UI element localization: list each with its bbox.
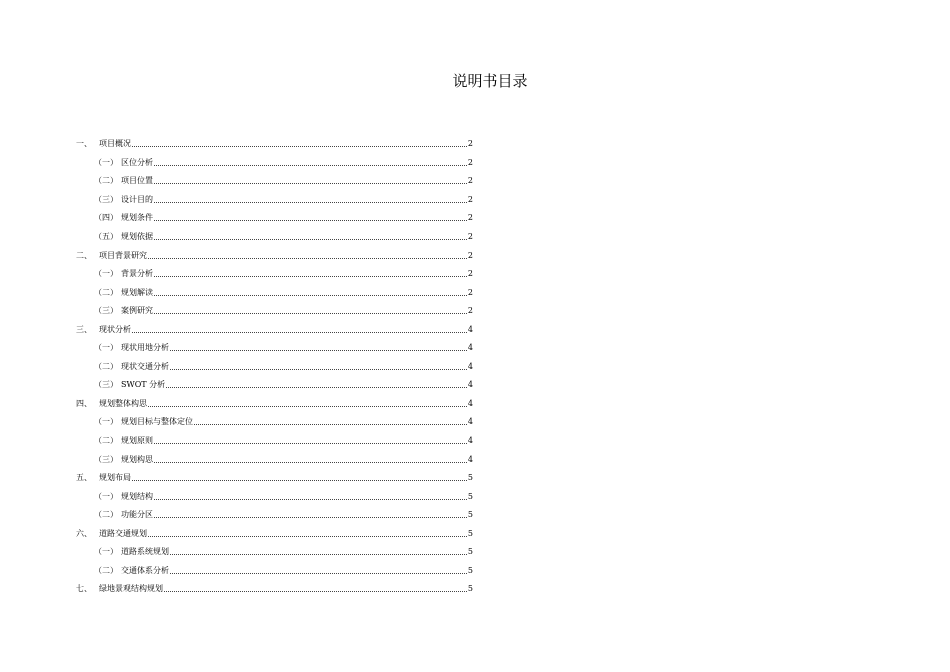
toc-entry-title: 规划整体构思 (99, 398, 147, 408)
toc-entry-number: 五、 (76, 473, 92, 483)
toc-page-number: 5 (467, 491, 473, 501)
toc-chapter-entry[interactable] (76, 580, 473, 599)
toc-dot-leader (194, 424, 467, 425)
toc-page-number: 5 (467, 510, 473, 520)
toc-entry-title: 规划结构 (121, 491, 153, 501)
toc-dot-leader (148, 258, 467, 259)
toc-entry-number: （四） (94, 213, 118, 223)
toc-entry-title: 规划目标与整体定位 (121, 417, 193, 427)
toc-dot-leader (132, 480, 467, 481)
toc-section-entry[interactable] (76, 228, 473, 247)
toc-page-number: 4 (467, 380, 473, 390)
toc-page-number: 4 (467, 417, 473, 427)
toc-section-entry[interactable] (76, 413, 473, 432)
toc-dot-leader (148, 406, 467, 407)
toc-entry-title: 项目背景研究 (99, 250, 147, 260)
toc-entry-number: （一） (94, 547, 118, 557)
toc-dot-leader (154, 165, 467, 166)
toc-entry-title: 交通体系分析 (121, 565, 169, 575)
toc-chapter-entry[interactable] (76, 524, 473, 543)
toc-page-number: 5 (467, 473, 473, 483)
toc-dot-leader (132, 146, 467, 147)
toc-entry-title: 现状分析 (99, 324, 131, 334)
toc-page-number: 2 (467, 250, 473, 260)
toc-page-number: 2 (467, 269, 473, 279)
toc-dot-leader (154, 183, 467, 184)
toc-entry-number: （三） (94, 306, 118, 316)
toc-entry-number: （一） (94, 417, 118, 427)
toc-section-entry[interactable] (76, 339, 473, 358)
toc-section-entry[interactable] (76, 172, 473, 191)
toc-page-number: 4 (467, 398, 473, 408)
toc-page-number: 4 (467, 436, 473, 446)
toc-entry-number: （二） (94, 565, 118, 575)
toc-section-entry[interactable] (76, 562, 473, 581)
toc-section-entry[interactable] (76, 265, 473, 284)
toc-entry-number: （三） (94, 454, 118, 464)
toc-entry-number: （二） (94, 287, 118, 297)
toc-entry-number: （一） (94, 269, 118, 279)
toc-entry-number: （二） (94, 361, 118, 371)
toc-page-number: 2 (467, 157, 473, 167)
document-title: 说明书目录 (452, 72, 528, 90)
toc-chapter-entry[interactable] (76, 395, 473, 414)
toc-page-number: 5 (467, 547, 473, 557)
toc-entry-title: 规划构思 (121, 454, 153, 464)
toc-entry-number: 六、 (76, 528, 92, 538)
toc-entry-title: 规划条件 (121, 213, 153, 223)
toc-entry-number: 三、 (76, 324, 92, 334)
toc-chapter-entry[interactable] (76, 469, 473, 488)
toc-page-number: 2 (467, 139, 473, 149)
toc-dot-leader (154, 295, 467, 296)
toc-entry-title: 区位分析 (121, 157, 153, 167)
toc-page-number: 2 (467, 194, 473, 204)
toc-dot-leader (154, 239, 467, 240)
toc-entry-number: （二） (94, 510, 118, 520)
toc-entry-number: 二、 (76, 250, 92, 260)
toc-chapter-entry[interactable] (76, 135, 473, 154)
toc-section-entry[interactable] (76, 376, 473, 395)
toc-entry-title: 现状用地分析 (121, 343, 169, 353)
toc-entry-number: （一） (94, 491, 118, 501)
toc-page-number: 4 (467, 361, 473, 371)
toc-entry-title: 现状交通分析 (121, 361, 169, 371)
toc-entry-title: 规划依据 (121, 232, 153, 241)
toc-page-number: 4 (467, 454, 473, 464)
toc-section-entry[interactable] (76, 506, 473, 525)
toc-page-number: 5 (467, 565, 473, 575)
toc-page-number: 2 (467, 306, 473, 316)
toc-entry-number: 一、 (76, 139, 92, 149)
toc-entry-number: （一） (94, 157, 118, 167)
toc-section-entry[interactable] (76, 432, 473, 451)
toc-entry-number: （五） (94, 232, 118, 241)
toc-dot-leader (154, 499, 467, 500)
toc-section-entry[interactable] (76, 358, 473, 377)
toc-entry-title: SWOT 分析 (121, 380, 166, 390)
toc-entry-title: 绿地景观结构规划 (99, 584, 163, 594)
toc-entry-title: 规划布局 (99, 473, 131, 483)
toc-dot-leader (154, 220, 467, 221)
toc-entry-number: （二） (94, 436, 118, 446)
toc-chapter-entry[interactable] (76, 246, 473, 265)
toc-dot-leader (166, 387, 467, 388)
toc-entry-title: 规划原则 (121, 436, 153, 446)
toc-dot-leader (170, 554, 467, 555)
toc-dot-leader (170, 350, 467, 351)
toc-dot-leader (154, 462, 467, 463)
toc-entry-title: 规划解读 (121, 287, 153, 297)
toc-section-entry[interactable] (76, 487, 473, 506)
toc-entry-title: 项目位置 (121, 176, 153, 186)
toc-dot-leader (132, 332, 467, 333)
toc-entry-title: 案例研究 (121, 306, 153, 316)
toc-page-number: 2 (467, 176, 473, 186)
toc-entry-number: 四、 (76, 398, 92, 408)
toc-section-entry[interactable] (76, 154, 473, 173)
toc-dot-leader (154, 443, 467, 444)
toc-section-entry[interactable] (76, 209, 473, 228)
toc-entry-title: 功能分区 (121, 510, 153, 520)
toc-dot-leader (154, 202, 467, 203)
toc-page-number: 4 (467, 324, 473, 334)
toc-entry-number: （一） (94, 343, 118, 353)
toc-dot-leader (148, 536, 467, 537)
toc-page-number: 5 (467, 584, 473, 594)
toc-entry-number: （二） (94, 176, 118, 186)
toc-page-number: 5 (467, 528, 473, 538)
table-of-contents (76, 135, 473, 599)
toc-entry-title: 项目概况 (99, 139, 131, 149)
toc-dot-leader (154, 276, 467, 277)
toc-entry-title: 道路交通规划 (99, 528, 147, 538)
toc-entry-title: 设计目的 (121, 194, 153, 204)
toc-dot-leader (154, 517, 467, 518)
toc-dot-leader (154, 313, 467, 314)
toc-entry-title: 背景分析 (121, 269, 153, 279)
toc-dot-leader (164, 591, 467, 592)
toc-section-entry[interactable] (76, 283, 473, 302)
toc-section-entry[interactable] (76, 302, 473, 321)
toc-entry-number: （三） (94, 380, 118, 390)
toc-section-entry[interactable] (76, 191, 473, 210)
toc-entry-title: 道路系统规划 (121, 547, 169, 557)
toc-page-number: 4 (467, 343, 473, 353)
toc-page-number: 2 (467, 232, 473, 241)
toc-section-entry[interactable] (76, 543, 473, 562)
toc-dot-leader (170, 369, 467, 370)
toc-section-entry[interactable] (76, 450, 473, 469)
toc-entry-number: （三） (94, 194, 118, 204)
toc-chapter-entry[interactable] (76, 320, 473, 339)
toc-page-number: 2 (467, 213, 473, 223)
toc-dot-leader (170, 573, 467, 574)
toc-entry-number: 七、 (76, 584, 92, 594)
toc-page-number: 2 (467, 287, 473, 297)
